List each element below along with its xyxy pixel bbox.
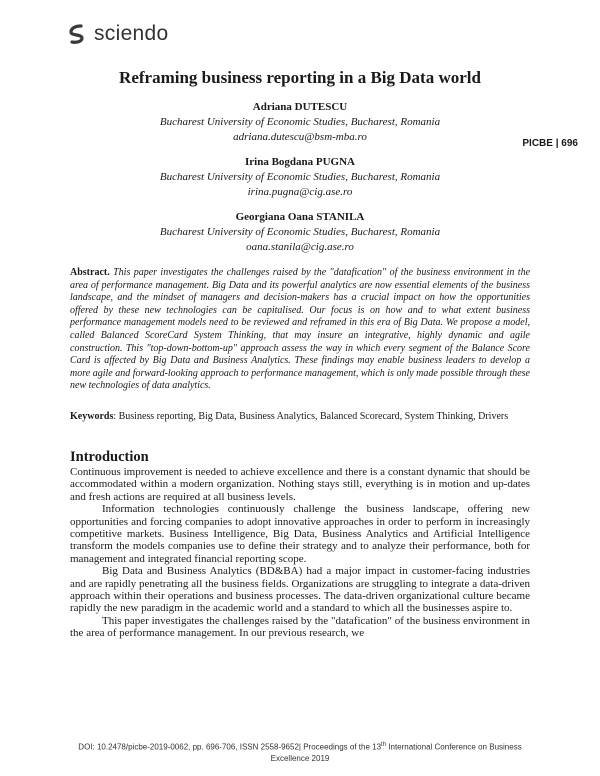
footer-superscript: th: [381, 742, 387, 748]
introduction-body: [70, 466, 530, 640]
keywords: [70, 410, 530, 423]
publisher-logo: [66, 22, 168, 46]
author-block-2: [0, 155, 600, 200]
paragraph: Big Data and Business Analytics (BD&BA) had a major impact in customer-facing industries and are rapidly penetrating all the business fields. Organizations are struggling to integrate a data-driven approach within their operations and business processes. The data-driven organizational culture became rapidly the new paradigm in the academic world and a standard to which all the businesses aspire to.: [70, 565, 530, 615]
keywords-label: Keywords: [70, 411, 114, 422]
author-block-3: [0, 210, 600, 255]
abstract: [70, 267, 530, 393]
footer-text: DOI: 10.2478/picbe-2019-0062, pp. 696-706, ISSN 2558-9652| Proceedings of the 13: [78, 742, 382, 752]
author-name: Georgiana Oana STANILA: [235, 211, 365, 223]
page-footer: [70, 740, 530, 764]
keywords-text: : Business reporting, Big Data, Business Analytics, Balanced Scorecard, System Thinking, Drivers: [113, 411, 509, 422]
author-affiliation: Bucharest University of Economic Studies, Bucharest, Romania: [159, 116, 441, 128]
section-heading-introduction: Introduction: [70, 449, 149, 465]
abstract-text: This paper investigates the challenges raised by the "datafication" of the business environment in the area of performance management. Big Data and its powerful analytics are now essential elements of the business landscape, and the mindset of managers and decision-makers has a crucial impact on how the opportunities offered by these new technologies can be capitalised. Our focus is on how and to what extent business performance management models need to be reviewed and reframed in this era of Big Data. We propose a model, called Balanced ScoreCard System Thinking, that may insure an integrative, highly dynamic and agile construction. This "top-down-bottom-up" approach assess the way in which every segment of the Balance Score Card is affected by Big Data and Business Analytics. These findings may enable business leaders to develop a more agile and forward-looking approach to performance management, which is only made possible through these new technologies of data analytics.: [70, 267, 531, 392]
author-email: oana.stanila@cig.ase.ro: [246, 241, 354, 253]
author-affiliation: Bucharest University of Economic Studies, Bucharest, Romania: [159, 171, 441, 183]
page-reference: PICBE | 696: [522, 138, 578, 149]
author-name: Adriana DUTESCU: [252, 101, 348, 113]
author-email: adriana.dutescu@bsm-mba.ro: [233, 131, 367, 143]
author-block-1: [0, 100, 600, 145]
paragraph: This paper investigates the challenges raised by the "datafication" of the business environment in the area of performance management. In our previous research, we: [70, 614, 530, 640]
author-name: Irina Bogdana PUGNA: [244, 156, 356, 168]
author-email: irina.pugna@cig.ase.ro: [247, 186, 353, 198]
author-affiliation: Bucharest University of Economic Studies, Bucharest, Romania: [159, 226, 441, 238]
footer-text-end: International Conference on Business Excellence 2019: [270, 742, 522, 763]
logo-text: sciendo: [94, 22, 169, 45]
paragraph: Continuous improvement is needed to achieve excellence and there is a constant dynamic that should be accommodated within a modern organization. Nothing stays still, everything is in motion and up-dates and fresh actions are required at all business levels.: [70, 466, 530, 503]
sciendo-logo-icon: [66, 23, 88, 45]
paragraph: Information technologies continuously challenge the business landscape, offering new opportunities and forcing companies to adopt innovative approaches in order to perform in increasingly competitive markets. Business Intelligence, Big Data, Business Analytics and Artificial Intelligence transform the models companies use to define their strategy and to analyze their performance, both for management and integrated financial reporting scope.: [70, 503, 530, 565]
abstract-label: Abstract.: [70, 267, 110, 278]
paper-title: Reframing business reporting in a Big Data world: [119, 68, 481, 87]
